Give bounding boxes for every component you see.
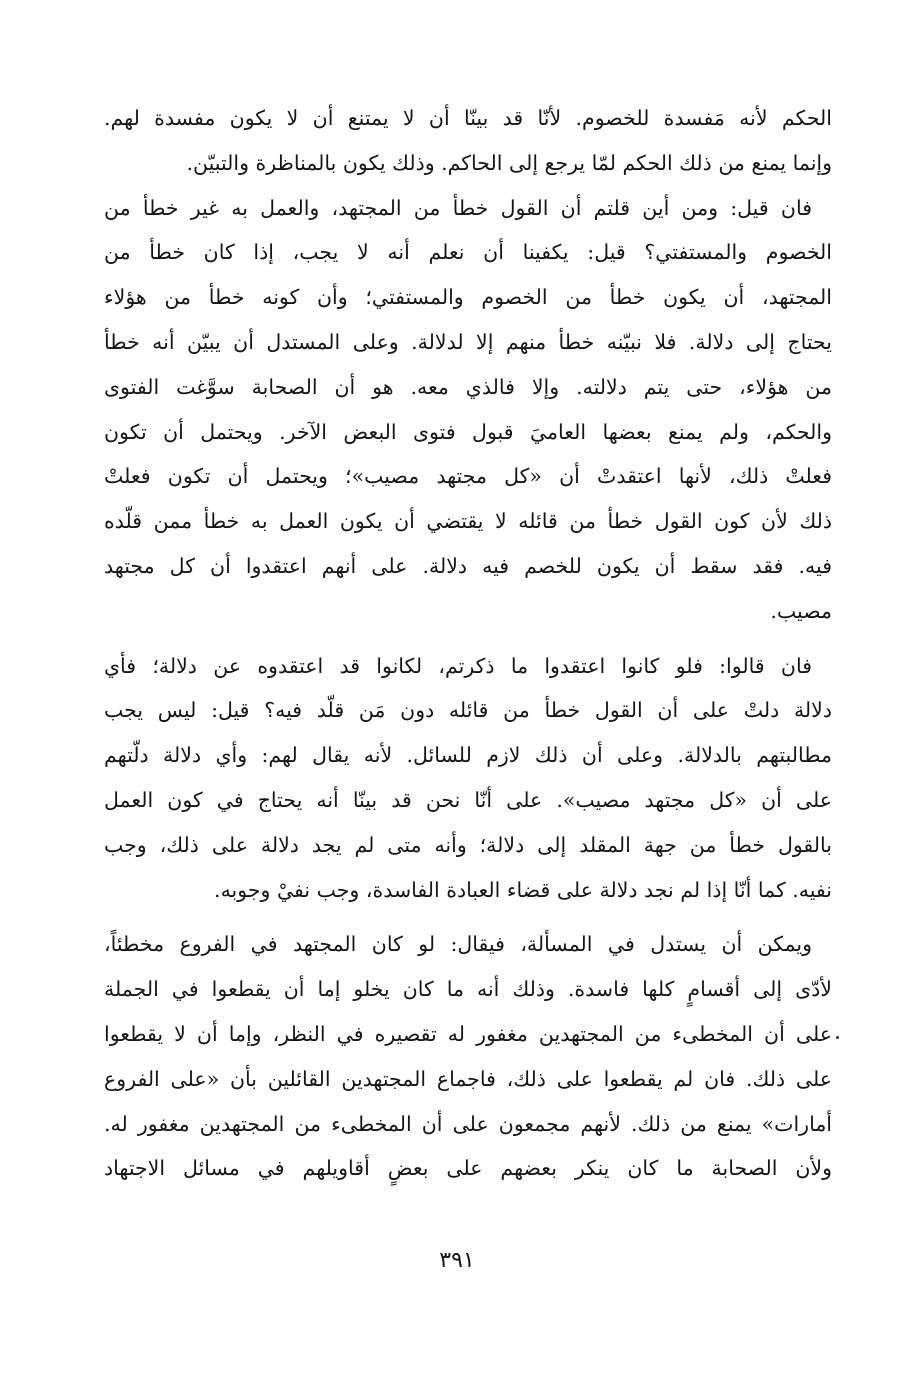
text-line: والحكم، ولم يمنع بعضها العاميَ قبول فتوى البعض الآخر. ويحتمل أن تكون	[104, 419, 832, 444]
text-line: الخصوم والمستفتي؟ قيل: يكفينا أن نعلم أنه لا يجب، إذا كان خطأ من	[104, 240, 832, 265]
text-line: لأدّى إلى أقسامٍ كلها فاسدة. وذلك أنه ما كان يخلو إما أن يقطعوا في الجملة	[104, 977, 832, 1002]
text-line: دلالة دلتْ على أن القول خطأ من قائله دون مَن قلّد فيه؟ قيل: ليس يجب	[104, 698, 832, 723]
page-number: ٣٩١	[439, 1248, 475, 1273]
text-line: فان قيل: ومن أين قلتم أن القول خطأ من المجتهد، والعمل به غير خطأ من	[104, 195, 812, 220]
paragraph-1	[104, 96, 832, 186]
text-line: وإنما يمنع من ذلك الحكم لمّا يرجع إلى الحاكم. وذلك يكون بالمناظرة والتبيّن.	[186, 150, 832, 175]
paragraph-2	[104, 186, 832, 634]
text-line: نفيه. كما أنّا إذا لم نجد دلالة على قضاء العبادة الفاسدة، وجب نفيْ وجوبه.	[214, 877, 832, 902]
text-line: الحكم لأنه مَفسدة للخصوم. لأنّا قد بينّا أن لا يمتنع أن لا يكون مفسدة لهم.	[104, 106, 832, 130]
text-line: أمارات» يمنع من ذلك. لأنهم مجمعون على أن المخطىء من المجتهدين مغفور له.	[104, 1111, 832, 1136]
text-line: المجتهد، أن يكون خطأ من الخصوم والمستفتي؛ وأن كونه خطأ من هؤلاء	[104, 285, 832, 310]
text-line: مصيب.	[770, 598, 832, 623]
text-line: على ذلك. فان لم يقطعوا على ذلك، فاجماع المجتهدين القائلين بأن «على الفروع	[104, 1066, 832, 1091]
text-line: ولأن الصحابة ما كان ينكر بعضهم على بعضٍ أقاويلهم في مسائل الاجتهاد	[104, 1156, 832, 1181]
text-line: ذلك لأن كون القول خطأ من قائله لا يقتضي أن يكون العمل به خطأ ممن قلّده	[104, 509, 832, 534]
print-speck	[836, 1036, 839, 1039]
paragraph-3	[104, 644, 832, 913]
text-line: فان قالوا: فلو كانوا اعتقدوا ما ذكرتم، لكانوا قد اعتقدوه عن دلالة؛ فأي	[104, 653, 812, 678]
text-line: مطالبتهم بالدلالة. وعلى أن ذلك لازم للسائل. لأنه يقال لهم: وأي دلالة دلّتهم	[104, 743, 832, 768]
text-line: على أن «كل مجتهد مصيب». على أنّا نحن قد بينّا أنه يحتاج في كون العمل	[104, 787, 832, 812]
text-line: فيه. فقد سقط أن يكون للخصم فيه دلالة. على أنهم اعتقدوا أن كل مجتهد	[104, 553, 832, 578]
text-line: فعلتْ ذلك، لأنها اعتقدتْ أن «كل مجتهد مصيب»؛ ويحتمل أن تكون فعلتْ	[104, 464, 832, 489]
body-text	[104, 96, 832, 1191]
text-line: يحتاج إلى دلالة. فلا نبيّنه خطأ منهم إلا لدلالة. وعلى المستدل أن يبيّن أنه خطأ	[104, 329, 832, 354]
text-line: ويمكن أن يستدل في المسألة، فيقال: لو كان المجتهد في الفروع مخطئاً،	[104, 932, 812, 957]
text-line: بالقول خطأ من جهة المقلد إلى دلالة؛ وأنه متى لم يجد دلالة على ذلك، وجب	[104, 832, 832, 857]
text-line: على أن المخطىء من المجتهدين مغفور له تقصيره في النظر، وإما أن لا يقطعوا	[104, 1021, 832, 1046]
paragraph-4	[104, 922, 832, 1191]
text-line: من هؤلاء، حتى يتم دلالته. وإلا فالذي معه. هو أن الصحابة سوَّغت الفتوى	[104, 374, 832, 399]
